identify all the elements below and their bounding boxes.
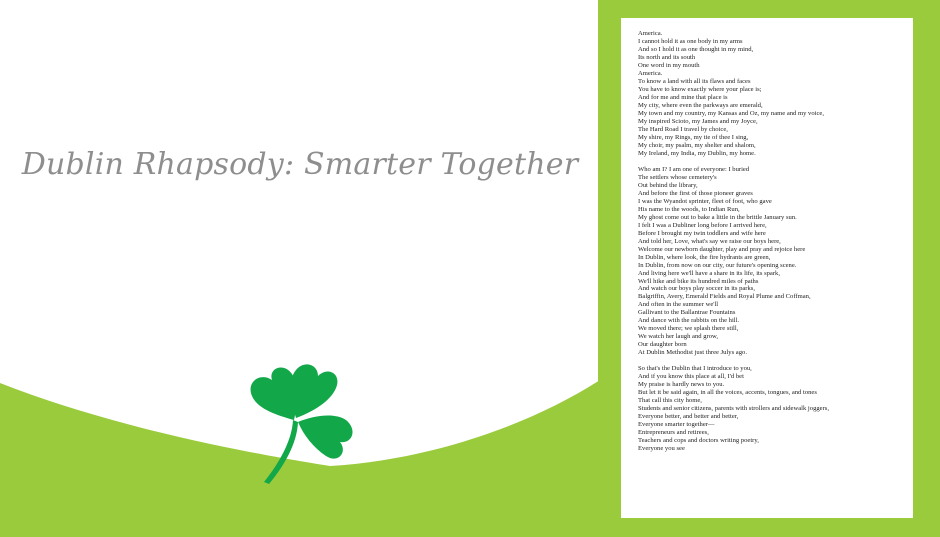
poem-line: You have to know exactly where your place is; xyxy=(638,85,762,93)
poem-line: My Ireland, my India, my Dublin, my home. xyxy=(638,149,756,157)
poem-line: To know a land with all its flaws and faces xyxy=(638,77,751,85)
poem-line: In Dublin, from now on our city, our future's opening scene. xyxy=(638,261,797,269)
poem-line: In Dublin, where look, the fire hydrants are green, xyxy=(638,253,771,261)
poem-line: And told her, Love, what's say we raise our boys here, xyxy=(638,237,781,245)
poem-line: We watch her laugh and grow, xyxy=(638,333,718,341)
poem-line: We'll hike and bike its hundred miles of paths xyxy=(638,277,759,285)
poem-line: My ghost come out to bake a little in the brittle January sun. xyxy=(638,213,797,221)
poem-line: And so I hold it as one thought in my mind, xyxy=(638,45,754,53)
poem-panel xyxy=(598,0,940,537)
poem-line: Before I brought my twin toddlers and wife here xyxy=(638,229,766,237)
poem-line: Entrepreneurs and retirees, xyxy=(638,429,709,437)
poem-line: And often in the summer we'll xyxy=(638,301,719,309)
poem-line: Our daughter born xyxy=(638,341,687,349)
poem-line: Welcome our newborn daughter, play and pray and rejoice here xyxy=(638,245,806,253)
poem-line: Everyone you see xyxy=(638,445,685,453)
shamrock-icon xyxy=(230,360,360,485)
poem-line: My choir, my psalm, my shelter and shalom, xyxy=(638,141,756,149)
poem-line: His name to the woods, to Indian Run, xyxy=(638,205,740,213)
poem-line: And for me and mine that place is xyxy=(638,93,728,101)
poem-line: I was the Wyandot sprinter, fleet of foot, who gave xyxy=(638,197,772,205)
poem-stanza xyxy=(638,166,910,358)
poem-line: America. xyxy=(638,30,663,37)
poem-stanza xyxy=(638,30,910,158)
poem-line: So that's the Dublin that I introduce to you, xyxy=(638,365,752,373)
poem-line: Out behind the library, xyxy=(638,181,698,189)
poem-line: My praise is hardly news to you. xyxy=(638,381,725,389)
poem-line: Its north and its south xyxy=(638,53,696,61)
poem-stanza xyxy=(638,365,910,453)
poem-line: My inspired Scioto, my James and my Joyce, xyxy=(638,117,758,125)
poem-line: And before the first of those pioneer graves xyxy=(638,189,753,197)
poem-line: The Hard Road I travel by choice, xyxy=(638,125,728,133)
poem-line: I felt I was a Dubliner long before I arrived here, xyxy=(638,221,767,229)
poem-line: My town and my country, my Kansas and Oz, my name and my voice, xyxy=(638,109,824,117)
poem-line: Balgriffin, Avery, Emerald Fields and Royal Plume and Coffman, xyxy=(638,293,811,301)
poem-line: And living here we'll have a share in its life, its spark, xyxy=(638,269,781,277)
page-title: Dublin Rhapsody: Smarter Together xyxy=(21,147,579,182)
poem-line: And watch our boys play soccer in its parks, xyxy=(638,285,756,293)
poem-line: America. xyxy=(638,69,663,77)
poem-line: Who am I? I am one of everyone: I buried xyxy=(638,165,750,173)
poem-line: My city, where even the parkways are emerald, xyxy=(638,101,763,109)
poem-line: At Dublin Methodist just three Julys ago. xyxy=(638,349,747,357)
poem-line: Students and senior citizens, parents with strollers and sidewalk joggers, xyxy=(638,405,829,413)
poem-line: Everyone better, and better and better, xyxy=(638,413,739,421)
poem-line: Gallivant to the Ballantrae Fountains xyxy=(638,309,736,317)
poem-line: I cannot hold it as one body in my arms xyxy=(638,37,743,45)
poem-line: And dance with the rabbits on the hill. xyxy=(638,317,740,325)
poem-line: Teachers and cops and doctors writing poetry, xyxy=(638,437,759,445)
poem-line: And if you know this place at all, I'd bet xyxy=(638,373,744,381)
poem-line: But let it be said again, in all the voices, accents, tongues, and tones xyxy=(638,389,817,397)
poem-line: That call this city home, xyxy=(638,397,702,405)
poem-text xyxy=(638,30,910,461)
poem-line: My shire, my Rings, my tie of thee I sing, xyxy=(638,133,749,141)
poem-line: The settlers whose cemetery's xyxy=(638,173,717,181)
poem-line: Everyone smarter together— xyxy=(638,421,715,429)
poem-line: We moved there; we splash there still, xyxy=(638,325,739,333)
poem-line: One word in my mouth xyxy=(638,61,700,69)
poem-page xyxy=(621,18,913,518)
